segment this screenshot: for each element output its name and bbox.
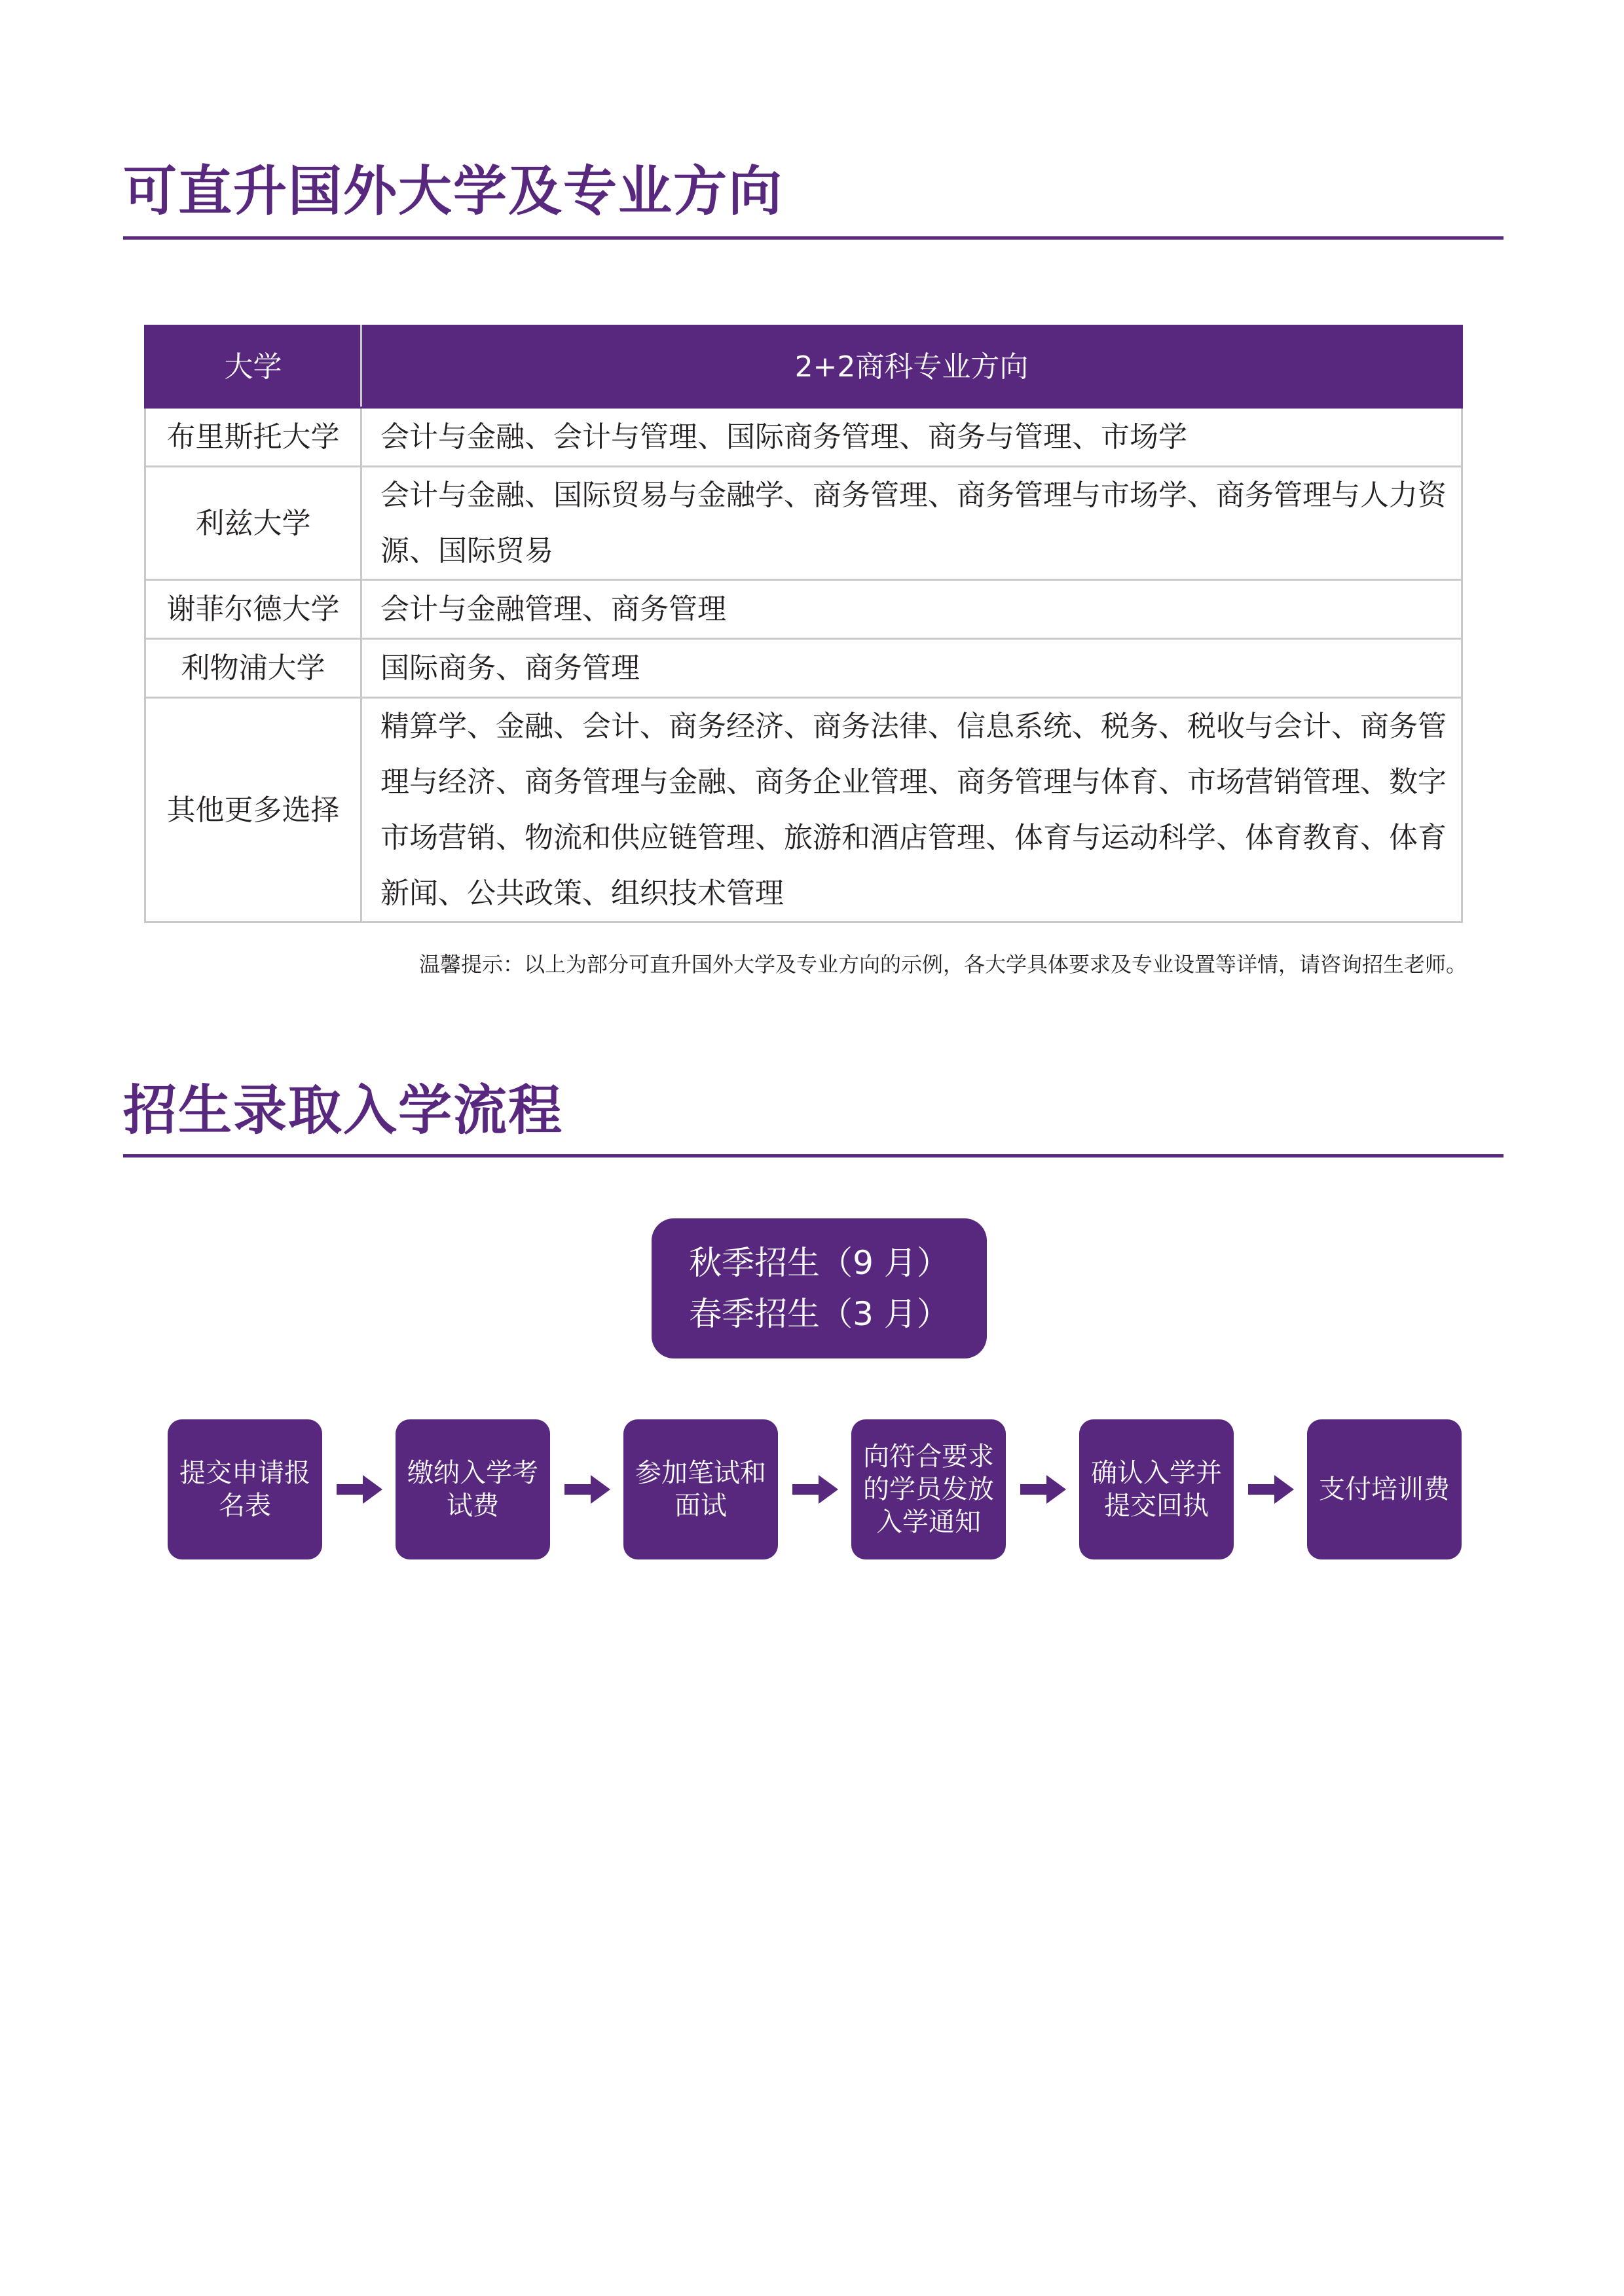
university-name: 布里斯托大学 xyxy=(145,408,361,467)
step-confirm-enrollment: 确认入学并提交回执 xyxy=(1079,1419,1234,1559)
intake-season-box xyxy=(652,1218,987,1358)
autumn-intake: 秋季招生（9 月） xyxy=(689,1244,950,1282)
right-arrow-icon xyxy=(337,1473,382,1506)
spring-intake: 春季招生（3 月） xyxy=(689,1295,950,1333)
right-arrow-icon xyxy=(1248,1473,1294,1506)
major-list: 精算学、金融、会计、商务经济、商务法律、信息系统、税务、税收与会计、商务管理与经济、商务管理与金融、商务企业管理、商务管理与体育、市场营销管理、数字市场营销、物流和供应链管理、旅游和酒店管理、体育与运动科学、体育教育、体育新闻、公共政策、组织技术管理 xyxy=(361,698,1462,922)
table-row xyxy=(145,580,1462,639)
step-issue-admission-notice: 向符合要求的学员发放入学通知 xyxy=(851,1419,1006,1559)
table-row xyxy=(145,639,1462,698)
column-header: 2+2商科专业方向 xyxy=(361,326,1462,408)
step-pay-tuition: 支付培训费 xyxy=(1307,1419,1462,1559)
major-list: 国际商务、商务管理 xyxy=(361,639,1462,698)
university-name: 谢菲尔德大学 xyxy=(145,580,361,639)
column-header: 大学 xyxy=(145,326,361,408)
step-submit-application: 提交申请报名表 xyxy=(168,1419,322,1559)
right-arrow-icon xyxy=(792,1473,838,1506)
university-name: 利兹大学 xyxy=(145,467,361,580)
section-divider xyxy=(123,1154,1504,1157)
right-arrow-icon xyxy=(1020,1473,1066,1506)
table-row xyxy=(145,408,1462,467)
university-table xyxy=(144,325,1463,923)
major-list: 会计与金融、会计与管理、国际商务管理、商务与管理、市场学 xyxy=(361,408,1462,467)
right-arrow-icon xyxy=(564,1473,610,1506)
section-title-admission-process: 招生录取入学流程 xyxy=(123,1080,564,1142)
major-list: 会计与金融管理、商务管理 xyxy=(361,580,1462,639)
step-written-and-interview: 参加笔试和面试 xyxy=(623,1419,778,1559)
table-row xyxy=(145,698,1462,922)
section-divider xyxy=(123,236,1504,240)
table-row xyxy=(145,467,1462,580)
university-name: 其他更多选择 xyxy=(145,698,361,922)
step-pay-exam-fee: 缴纳入学考试费 xyxy=(396,1419,550,1559)
university-name: 利物浦大学 xyxy=(145,639,361,698)
section-title-universities: 可直升国外大学及专业方向 xyxy=(123,160,784,223)
major-list: 会计与金融、国际贸易与金融学、商务管理、商务管理与市场学、商务管理与人力资源、国际贸易 xyxy=(361,467,1462,580)
table-header-row xyxy=(145,326,1462,408)
note-text: 温馨提示：以上为部分可直升国外大学及专业方向的示例，各大学具体要求及专业设置等详情，请咨询招生老师。 xyxy=(418,952,1467,977)
